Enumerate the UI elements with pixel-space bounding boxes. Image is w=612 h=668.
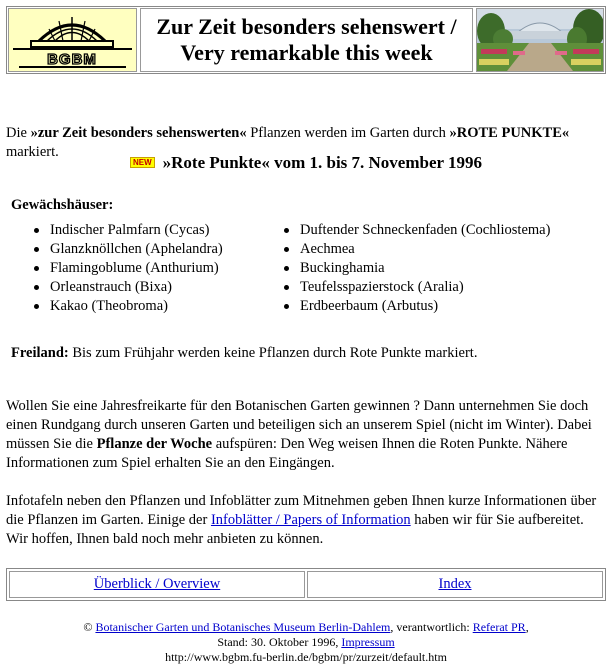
greenhouse-list-left xyxy=(34,221,223,316)
bullet-icon xyxy=(34,228,39,233)
footer-url: http://www.bgbm.fu-berlin.de/bgbm/pr/zurzeit/default.htm xyxy=(165,650,447,664)
nav-cell-overview xyxy=(9,571,305,598)
bullet-icon xyxy=(34,247,39,252)
freiland-label: Freiland: xyxy=(11,345,69,361)
page-footer xyxy=(0,620,612,665)
impressum-link[interactable]: Impressum xyxy=(341,635,395,649)
bgbm-logo[interactable] xyxy=(8,8,137,72)
referat-pr-link[interactable]: Referat PR xyxy=(472,620,526,634)
new-badge: NEW xyxy=(130,157,155,168)
rote-punkte-heading xyxy=(0,153,612,172)
list-item: Flamingoblume (Anthurium) xyxy=(34,259,223,278)
list-item: Indischer Palmfarn (Cycas) xyxy=(34,221,223,240)
footer-date: Stand: 30. Oktober 1996, Impressum xyxy=(217,635,395,649)
intro-bold-term: »zur Zeit besonders sehenswerten« xyxy=(30,125,247,141)
greenhouse-list-right xyxy=(284,221,550,316)
freiland-note: Freiland: Bis zum Frühjahr werden keine Pflanzen durch Rote Punkte markiert. xyxy=(11,345,478,361)
bottom-navigation xyxy=(6,568,606,601)
intro-bold-red-dots: »ROTE PUNKTE« xyxy=(449,125,570,141)
bullet-icon xyxy=(34,266,39,271)
bullet-icon xyxy=(34,304,39,309)
bullet-icon xyxy=(284,247,289,252)
list-item: Kakao (Theobroma) xyxy=(34,297,223,316)
greenhouse-logo-icon xyxy=(9,9,136,71)
list-item: Teufelsspazierstock (Aralia) xyxy=(284,278,550,297)
garden-photo xyxy=(476,8,604,72)
list-item: Orleanstrauch (Bixa) xyxy=(34,278,223,297)
page-title xyxy=(140,8,473,72)
rote-punkte-title: »Rote Punkte« vom 1. bis 7. November 1996 xyxy=(162,153,483,172)
list-item: Glanzknöllchen (Aphelandra) xyxy=(34,240,223,259)
bullet-icon xyxy=(284,228,289,233)
info-paragraph: Infotafeln neben den Pflanzen und Infoblätter zum Mitnehmen geben Ihnen kurze Informationen über die Pflanzen im Garten. Einige der Infoblätter / Papers of Information haben wir für Sie aufbereitet. Wir hoffen, Ihnen bald noch mehr anbieten zu können. xyxy=(6,493,597,547)
title-german: Zur Zeit besonders sehenswert / xyxy=(156,14,457,39)
list-item: Buckinghamia xyxy=(284,259,550,278)
bullet-icon xyxy=(34,285,39,290)
footer-credits: © Botanischer Garten und Botanisches Museum Berlin-Dahlem, verantwortlich: Referat PR, xyxy=(83,620,529,634)
greenhouses-title: Gewächshäuser: xyxy=(11,197,114,213)
title-english: Very remarkable this week xyxy=(180,40,433,65)
bullet-icon xyxy=(284,266,289,271)
list-item: Aechmea xyxy=(284,240,550,259)
nav-cell-index xyxy=(307,571,603,598)
list-item: Erdbeerbaum (Arbutus) xyxy=(284,297,550,316)
org-link[interactable]: Botanischer Garten und Botanisches Museum Berlin-Dahlem xyxy=(95,620,391,634)
index-link[interactable]: Index xyxy=(438,576,472,592)
page-header xyxy=(6,6,606,74)
contest-paragraph: Wollen Sie eine Jahresfreikarte für den Botanischen Garten gewinnen ? Dann unternehmen Sie doch einen Rundgang durch unseren Garten und beteiligen sich an unserem Spiel (nicht im Winter). Dabei müssen Sie die Pflanze der Woche aufspüren: Den Weg weisen Ihnen die Roten Punkte. Nähere Informationen zum Spiel erhalten Sie an den Eingängen. xyxy=(6,398,592,471)
plant-of-week-term: Pflanze der Woche xyxy=(96,436,213,452)
overview-link[interactable]: Überblick / Overview xyxy=(93,576,221,592)
info-sheets-link[interactable]: Infoblätter / Papers of Information xyxy=(210,512,411,528)
bullet-icon xyxy=(284,285,289,290)
intro-text: Die »zur Zeit besonders sehenswerten« Pflanzen werden im Garten durch »ROTE PUNKTE« markiert. xyxy=(6,125,570,160)
list-item: Duftender Schneckenfaden (Cochliostema) xyxy=(284,221,550,240)
bullet-icon xyxy=(284,304,289,309)
svg-text:BGBM: BGBM xyxy=(47,51,97,68)
